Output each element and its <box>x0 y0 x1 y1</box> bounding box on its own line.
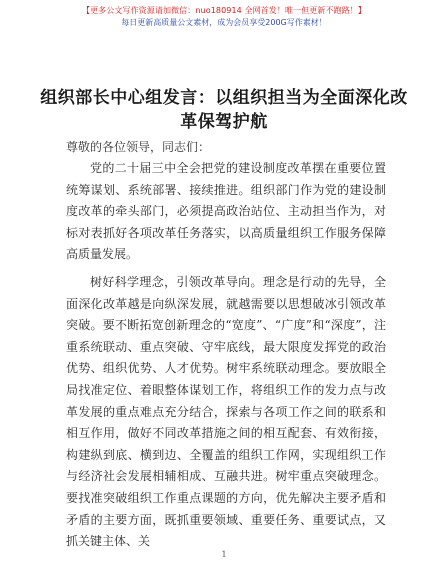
promo-banner-line2: 每日更新高质量公文素材，成为会员享受200G写作素材！ <box>121 18 327 27</box>
greeting: 尊敬的各位领导，同志们： <box>66 140 211 154</box>
promo-banner-line1: 【更多公文写作资源请加微信：nuo180914 全网首发！唯一但更新不跑路！】 <box>81 6 366 15</box>
page-number: 1 <box>221 550 227 559</box>
document-body <box>66 158 386 559</box>
paragraph: 党的二十届三中全会把党的建设制度改革摆在重要位置统筹谋划、系统部署、接续推进。组织部门作为党的建设制度改革的牵头部门，必须提高政治站位、主动担当作为，对标对表抓好各项改革任务落实，以高质量组织工作服务保障高质量发展。 <box>66 161 386 262</box>
document-title: 组织部长中心组发言：以组织担当为全面深化改革保驾护航 <box>40 88 408 132</box>
promo-banner <box>0 5 448 29</box>
paragraph: 树好科学理念，引领改革导向。理念是行动的先导，全面深化改革越是向纵深发展，就越需要以思想破冰引领改革突破。要不断拓宽创新理念的“宽度”、“广度”和“深度”，注重系统联动、重点突破、守牢底线，最大限度发挥党的政治优势、组织优势、人才优势。树牢系统联动理念。要放眼全局找准定位、着眼整体谋划工作，将组织工作的发力点与改革发展的重点难点充分结合，探索与各项工作之间的联系和相互作用，做好不同改革措施之间的相互配套、有效衔接，构建纵到底、横到边、全覆盖的组织工作网，实现组织工作与经济社会发展相辅相成、互融共进。树牢重点突破理念。要找准突破组织工作重点课题的方向，优先解决主要矛盾和矛盾的主要方面，既抓重要领域、重要任务、重要试点，又抓关键主体、关 <box>66 274 386 549</box>
